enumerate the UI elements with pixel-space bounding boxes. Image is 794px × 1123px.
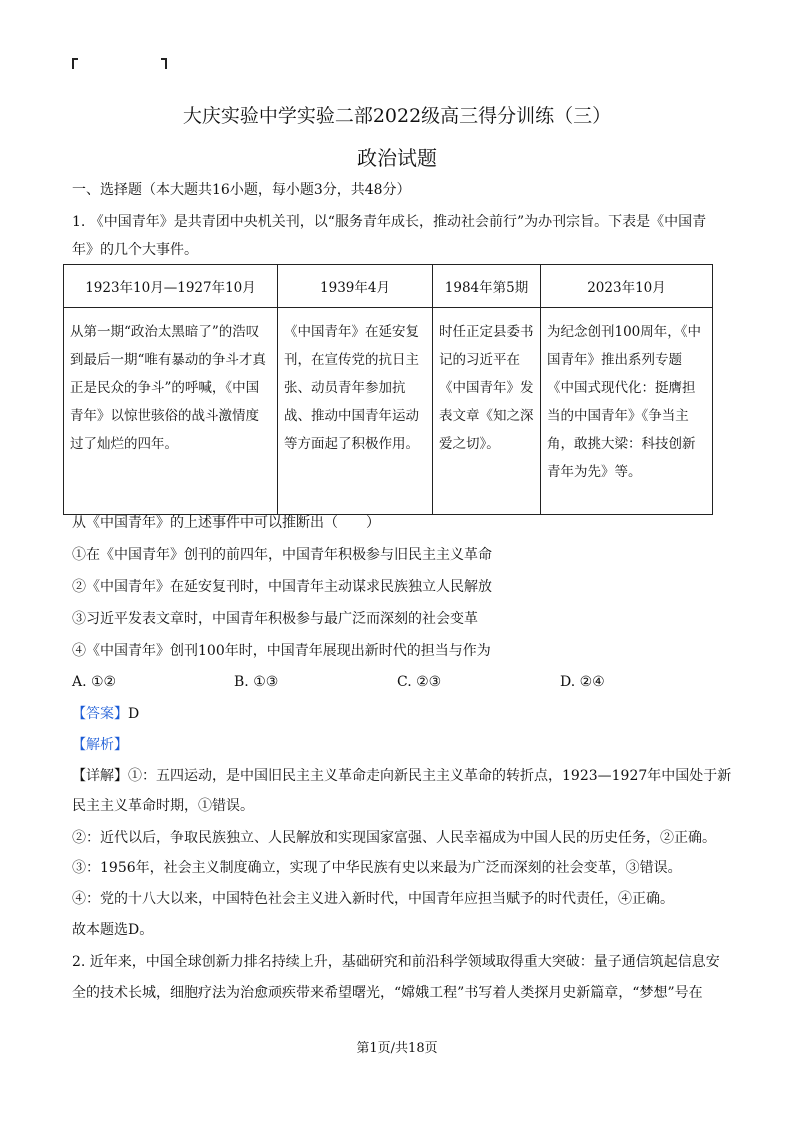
- table-header-row: [64, 265, 713, 308]
- answer-line: [72, 705, 732, 723]
- crop-mark-right: [161, 58, 167, 69]
- q1-stem-line1: 1. 《中国青年》是共青团中央机关刊，以“服务青年成长，推动社会前行”为办刊宗旨。下表是《中国青: [72, 214, 707, 230]
- q1-prompt: 从《中国青年》的上述事件中可以推断出（ ）: [72, 515, 380, 531]
- table-cell: 从第一期“政治太黑暗了”的浩叹到最后一期“唯有暴动的争斗才真正是民众的争斗”的呼喊，《中国青年》以惊世骇俗的战斗激情度过了灿烂的四年。: [64, 308, 278, 515]
- events-table: [63, 264, 713, 515]
- detail-text: ①：五四运动，是中国旧民主主义革命走向新民主主义革命的转折点，1923—1927年中国处于新: [128, 768, 732, 784]
- table-header-cell: 1923年10月—1927年10月: [64, 265, 278, 308]
- detail-line3: ②：近代以后，争取民族独立、人民解放和实现国家富强、人民幸福成为中国人民的历史任务，②正确。: [72, 830, 716, 846]
- page-title: 大庆实验中学实验二部2022级高三得分训练（三）: [182, 105, 612, 127]
- analysis-line: [72, 736, 732, 754]
- detail-line4: ③：1956年，社会主义制度确立，实现了中华民族有史以来最为广泛而深刻的社会变革，③错误。: [72, 860, 682, 876]
- answer-tag: 【答案】: [72, 706, 128, 722]
- detail-line2: 民主主义革命时期，①错误。: [72, 798, 254, 814]
- table-cell: 为纪念创刊100周年，《中国青年》推出系列专题《中国式现代化：挺膺担当的中国青年》《争当主角，敢挑大梁：科技创新青年为先》等。: [541, 308, 713, 515]
- crop-mark-left: [72, 58, 78, 69]
- q1-statement-2: ②《中国青年》在延安复刊时，中国青年主动谋求民族独立人民解放: [72, 579, 492, 595]
- q1-statement-3: ③习近平发表文章时，中国青年积极参与最广泛而深刻的社会变革: [72, 611, 478, 627]
- subject-title: 政治试题: [357, 146, 437, 170]
- option-a: A. ①②: [72, 674, 117, 690]
- q1-stem-line2: 年》的几个大事件。: [72, 242, 198, 258]
- detail-tag: 【详解】: [72, 768, 128, 784]
- option-c: C. ②③: [397, 674, 442, 690]
- answer-value: D: [128, 706, 140, 722]
- detail-line5: ④：党的十八大以来，中国特色社会主义进入新时代，中国青年应担当赋予的时代责任，④正确。: [72, 891, 674, 907]
- option-d: D. ②④: [560, 674, 605, 690]
- detail-line1: [72, 767, 732, 785]
- q1-statement-4: ④《中国青年》创刊100年时，中国青年展现出新时代的担当与作为: [72, 643, 491, 659]
- q2-line2: 全的技术长城，细胞疗法为治愈顽疾带来希望曙光，“嫦娥工程”书写着人类探月史新篇章，“梦想”号在: [72, 985, 703, 1001]
- table-header-cell: 1984年第5期: [433, 265, 541, 308]
- analysis-tag: 【解析】: [72, 737, 128, 753]
- table-header-cell: 2023年10月: [541, 265, 713, 308]
- table-row: [64, 308, 713, 515]
- conclusion: 故本题选D。: [72, 922, 154, 938]
- table-header-cell: 1939年4月: [278, 265, 433, 308]
- table-cell: 时任正定县委书记的习近平在《中国青年》发表文章《知之深爱之切》。: [433, 308, 541, 515]
- q1-statement-1: ①在《中国青年》创刊的前四年，中国青年积极参与旧民主主义革命: [72, 547, 492, 563]
- option-b: B. ①③: [234, 674, 279, 690]
- page-footer: 第1页/共18页: [356, 1041, 438, 1056]
- table-cell: 《中国青年》在延安复刊，在宣传党的抗日主张、动员青年参加抗战、推动中国青年运动等方面起了积极作用。: [278, 308, 433, 515]
- q2-line1: 2. 近年来，中国全球创新力排名持续上升，基础研究和前沿科学领域取得重大突破：量子通信筑起信息安: [72, 954, 720, 970]
- section-heading: 一、选择题（本大题共16小题，每小题3分，共48分）: [72, 182, 411, 198]
